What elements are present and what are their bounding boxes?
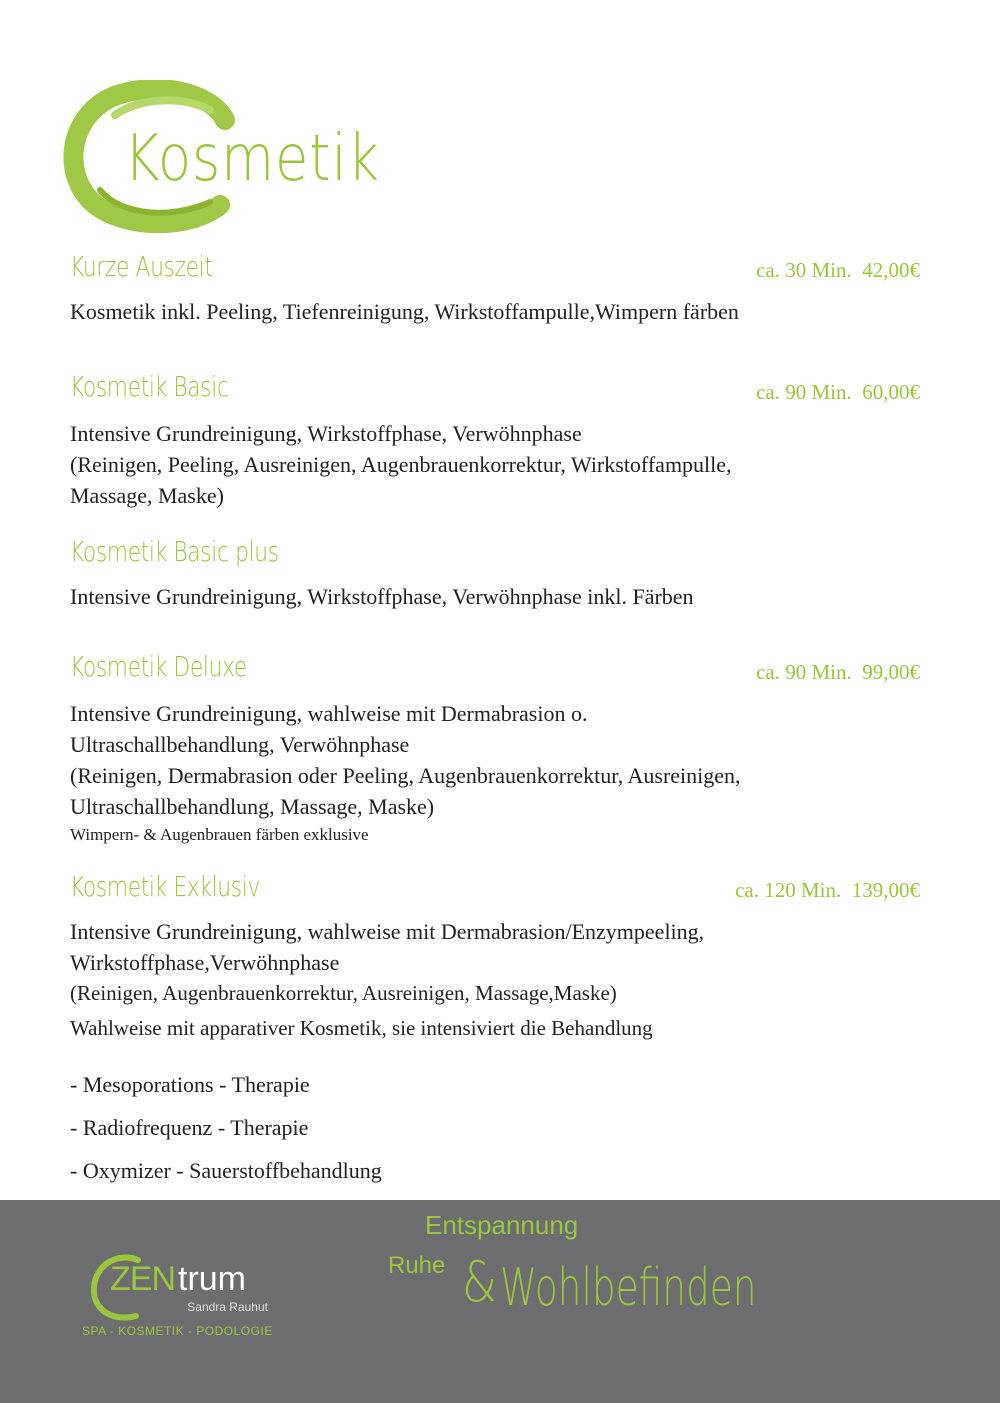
logo-owner: Sandra Rauhut <box>187 1300 268 1314</box>
section-price: ca. 120 Min. 139,00€ <box>735 878 920 902</box>
description-line: Ultraschallbehandlung, Massage, Maske) <box>70 794 435 819</box>
extra-item: - Mesoporations - Therapie <box>70 1072 310 1097</box>
section-title: Kosmetik Basic <box>70 370 229 403</box>
section-price: ca. 30 Min. 42,00€ <box>756 258 920 282</box>
section-kosmetik-basic <box>70 370 920 511</box>
slogan-entspannung: Entspannung <box>425 1210 579 1240</box>
description-line: Ultraschallbehandlung, Verwöhnphase <box>70 732 410 757</box>
extra-item: - Radiofrequenz - Therapie <box>70 1115 309 1140</box>
slogan-ruhe: Ruhe <box>388 1252 446 1279</box>
slogan-wohlbefinden: Wohlbefinden <box>500 1258 757 1318</box>
description-line: Intensive Grundreinigung, wahlweise mit Dermabrasion/Enzympeeling, <box>70 919 705 944</box>
section-kosmetik-basic-plus <box>70 535 920 612</box>
logo-trum: trum <box>178 1260 246 1298</box>
footer-logo <box>82 1252 288 1342</box>
section-kosmetik-exklusiv <box>70 870 920 1044</box>
section-title: Kurze Auszeit <box>70 250 213 283</box>
section-price: ca. 90 Min. 60,00€ <box>756 380 920 404</box>
extra-item: - Oxymizer - Sauerstoffbehandlung <box>70 1158 382 1183</box>
section-title: Kosmetik Basic plus <box>70 535 279 568</box>
section-title: Kosmetik Deluxe <box>70 650 247 683</box>
description-line: Wahlweise mit apparativer Kosmetik, sie intensiviert die Behandlung <box>70 1016 653 1040</box>
description-line: Intensive Grundreinigung, Wirkstoffphase, Verwöhnphase inkl. Färben <box>70 584 694 609</box>
description-line: Kosmetik inkl. Peeling, Tiefenreinigung, Wirkstoffampulle,Wimpern färben <box>70 299 739 324</box>
description-line: Intensive Grundreinigung, wahlweise mit Dermabrasion o. <box>70 701 588 726</box>
header-logo <box>60 80 380 240</box>
slogan-ampersand: & <box>462 1250 497 1315</box>
description-line: Wirkstoffphase,Verwöhnphase <box>70 950 340 975</box>
section-title: Kosmetik Exklusiv <box>70 870 260 903</box>
logo-zen: ZEN <box>110 1260 175 1298</box>
logo-tagline: SPA - KOSMETIK - PODOLOGIE <box>82 1324 273 1338</box>
description-line: Massage, Maske) <box>70 483 224 508</box>
section-kurze-auszeit <box>70 250 920 327</box>
page-title: Kosmetik <box>124 122 380 196</box>
description-line: Intensive Grundreinigung, Wirkstoffphase, Verwöhnphase <box>70 421 582 446</box>
section-kosmetik-deluxe <box>70 650 920 848</box>
section-note: Wimpern- & Augenbrauen färben exklusive <box>70 825 369 844</box>
section-price: ca. 90 Min. 99,00€ <box>756 660 920 684</box>
description-line: (Reinigen, Peeling, Ausreinigen, Augenbrauenkorrektur, Wirkstoffampulle, <box>70 452 732 477</box>
footer <box>0 1200 1000 1403</box>
description-line: (Reinigen, Dermabrasion oder Peeling, Augenbrauenkorrektur, Ausreinigen, <box>70 763 741 788</box>
description-line: (Reinigen, Augenbrauenkorrektur, Ausreinigen, Massage,Maske) <box>70 981 617 1005</box>
